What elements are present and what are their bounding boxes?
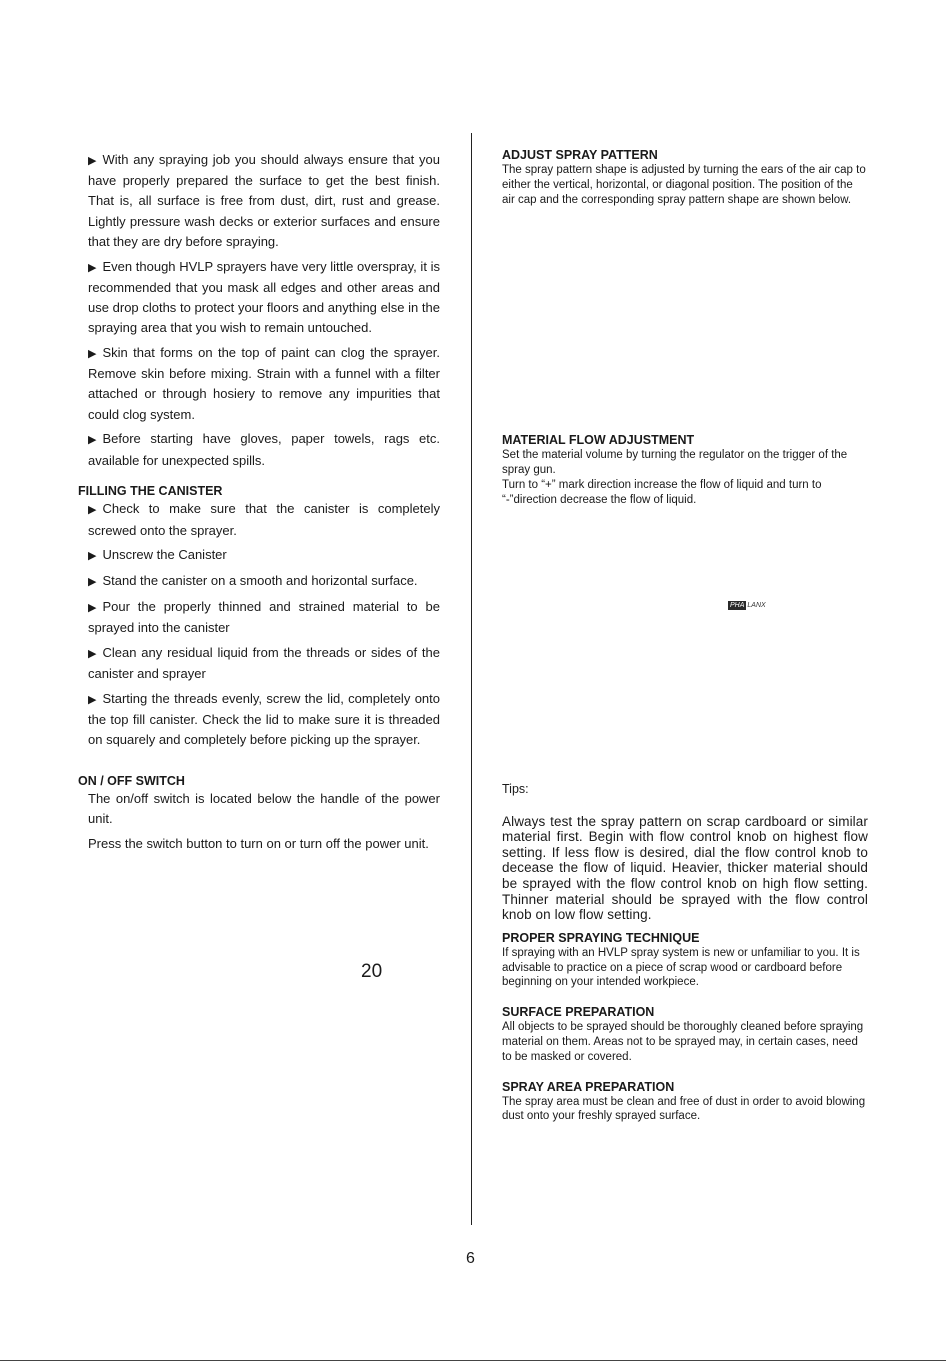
spraying-technique-text: If spraying with an HVLP spray system is new or unfamiliar to you. It is advisable to practice on a piece of scrap wood or cardboard before beginning on your intended workpiece.	[502, 946, 860, 989]
bullet-item: ▶ Skin that forms on the top of paint can clog the sprayer. Remove skin before mixing. Strain with a funnel with a filter attached or through hosiery to remove any impurities that could clog system.	[88, 345, 440, 422]
bullet-arrow-icon: ▶	[88, 155, 97, 167]
bullet-arrow-icon: ▶	[88, 602, 97, 615]
right-column	[502, 148, 868, 1124]
surface-preparation-heading: SURFACE PREPARATION	[502, 1005, 655, 1020]
adjust-spray-pattern-text: The spray pattern shape is adjusted by turning the ears of the air cap to either the vertical, horizontal, or diagonal position. The position of the air cap and the corresponding spray pattern shape are shown below.	[502, 164, 866, 206]
bullet-item: ▶ With any spraying job you should always ensure that you have properly prepared the surface to get the best finish. That is, all surface is free from dust, dirt, rust and grease. Lightly pressure wash decks or exterior surfaces and ensure that they are dry before spraying.	[88, 152, 440, 249]
filling-canister-heading: FILLING THE CANISTER	[78, 484, 223, 499]
bullet-item: ▶ Check to make sure that the canister is completely screwed onto the sprayer.	[88, 501, 440, 538]
bullet-arrow-icon: ▶	[88, 434, 97, 447]
on-off-switch-heading: ON / OFF SWITCH	[78, 774, 185, 789]
bullet-item: ▶ Pour the properly thinned and strained material to be sprayed into the canister	[88, 599, 440, 636]
bullet-item: ▶ Stand the canister on a smooth and horizontal surface.	[88, 571, 440, 592]
column-divider	[471, 133, 472, 1225]
switch-paragraph: The on/off switch is located below the handle of the power unit.	[88, 791, 440, 827]
material-flow-text: Turn to “+” mark direction increase the flow of liquid and turn to “-”direction decrease the flow of liquid.	[502, 478, 822, 506]
surface-preparation-text: All objects to be sprayed should be thoroughly cleaned before spraying material on them. Areas not to be sprayed may, in certain cases, need to be masked or covered.	[502, 1021, 864, 1063]
bullet-arrow-icon: ▶	[88, 550, 97, 563]
adjust-spray-pattern-heading: ADJUST SPRAY PATTERN	[502, 148, 658, 162]
bullet-item: ▶ Even though HVLP sprayers have very little overspray, it is recommended that you mask all edges and other areas and use drop cloths to protect your floors and anything else in the spraying area that you wish to remain untouched.	[88, 258, 440, 336]
bullet-arrow-icon: ▶	[88, 348, 97, 361]
material-flow-heading: MATERIAL FLOW ADJUSTMENT	[502, 433, 695, 448]
brand-logo: PHA LANX	[730, 602, 766, 609]
bottom-rule	[0, 1360, 946, 1361]
bullet-arrow-icon: ▶	[88, 694, 97, 707]
spray-area-heading: SPRAY AREA PREPARATION	[502, 1079, 675, 1094]
spraying-technique-heading: PROPER SPRAYING TECHNIQUE	[502, 930, 700, 945]
bullet-arrow-icon: ▶	[88, 576, 97, 589]
bullet-arrow-icon: ▶	[88, 261, 97, 274]
switch-paragraph: Press the switch button to turn on or turn off the power unit.	[88, 836, 429, 852]
spray-area-text: The spray area must be clean and free of dust in order to avoid blowing dust onto your freshly sprayed surface.	[502, 1095, 866, 1123]
tips-text: Always test the spray pattern on scrap cardboard or similar material first. Begin with flow control knob on highest flow setting. If less flow is desired, dial the flow control knob to decease the flow of liquid. Heavier, thicker material should be sprayed with the flow control knob on high flow setting. Thinner material should be sprayed with the flow control knob on low flow setting.	[502, 813, 868, 923]
bullet-item: ▶ Unscrew the Canister	[88, 545, 440, 566]
page-number: 6	[466, 1250, 475, 1267]
bullet-item: ▶ Starting the threads evenly, screw the lid, completely onto the top fill canister. Check the lid to make sure it is threaded on squarely and completely before picking up the sprayer.	[88, 691, 440, 748]
bullet-item: ▶ Clean any residual liquid from the threads or sides of the canister and sprayer	[88, 645, 440, 682]
material-flow-text: Set the material volume by turning the regulator on the trigger of the spray gun.	[502, 449, 848, 477]
bullet-arrow-icon: ▶	[88, 648, 97, 661]
bullet-item: ▶ Before starting have gloves, paper towels, rags etc. available for unexpected spills.	[88, 431, 440, 468]
left-column	[78, 150, 440, 859]
bullet-arrow-icon: ▶	[88, 504, 97, 517]
tips-label: Tips:	[502, 781, 529, 796]
inner-page-number: 20	[361, 961, 383, 982]
